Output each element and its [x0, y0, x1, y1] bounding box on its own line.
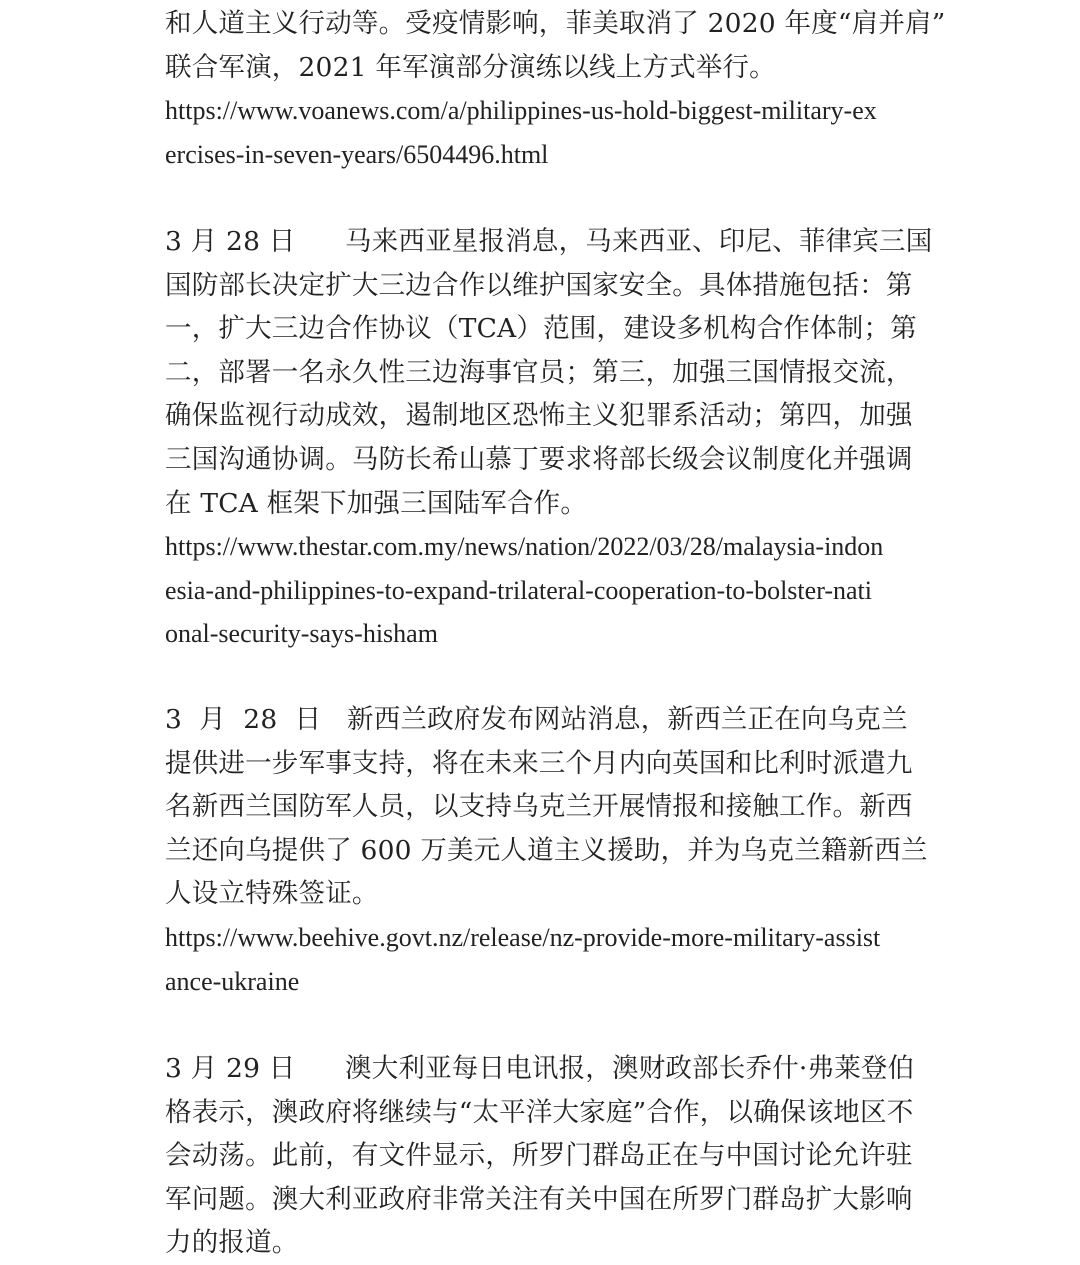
body-text-line: 名新西兰国防军人员，以支持乌克兰开展情报和接触工作。新西	[165, 791, 913, 823]
body-text-line: 三国沟通协调。马防长希山慕丁要求将部长级会议制度化并强调	[165, 443, 913, 475]
body-text-line: 在 TCA 框架下加强三国陆军合作。	[165, 487, 588, 519]
entry-first-line	[165, 220, 933, 264]
source-url-line[interactable]: ercises-in-seven-years/6504496.html	[165, 139, 549, 169]
body-text-line: 兰还向乌提供了 600 万美元人道主义援助，并为乌克兰籍新西兰	[165, 834, 928, 866]
body-text-line: 和人道主义行动等。受疫情影响，菲美取消了 2020 年度“肩并肩”	[165, 8, 946, 39]
body-text-line: 人设立特殊签证。	[165, 878, 379, 910]
entry-first-line	[165, 1047, 917, 1091]
source-url-line[interactable]: https://www.thestar.com.my/news/nation/2022/03/28/malaysia-indon	[165, 532, 884, 562]
source-url-line[interactable]: esia-and-philippines-to-expand-trilateral-cooperation-to-bolster-nati	[165, 575, 872, 605]
source-url-line[interactable]: https://www.beehive.govt.nz/release/nz-provide-more-military-assist	[165, 922, 881, 952]
entry-date: 3 月 28 日	[165, 704, 322, 735]
entry-first-line	[165, 698, 917, 742]
news-entry-malaysia	[165, 220, 933, 656]
source-url-line[interactable]: ance-ukraine	[165, 966, 300, 996]
source-url-line[interactable]: onal-security-says-hisham	[165, 619, 438, 649]
news-entry-new-zealand	[165, 698, 928, 1003]
body-text-line: 提供进一步军事支持，将在未来三个月内向英国和比利时派遣九	[165, 747, 913, 779]
body-text-line: 马来西亚星报消息，马来西亚、印尼、菲律宾三国	[345, 226, 933, 257]
body-text-line: 力的报道。	[165, 1227, 299, 1259]
body-text-line: 新西兰政府发布网站消息，新西兰正在向乌克兰	[347, 704, 908, 735]
body-text-line: 澳大利亚每日电讯报，澳财政部长乔什·弗莱登伯	[345, 1053, 915, 1084]
body-text-line: 二，部署一名永久性三边海事官员；第三，加强三国情报交流，	[165, 356, 913, 388]
entry-date: 3 月 28 日	[165, 226, 296, 257]
body-text-line: 国防部长决定扩大三边合作以维护国家安全。具体措施包括：第	[165, 269, 913, 301]
body-text-line: 联合军演，2021 年军演部分演练以线上方式举行。	[165, 51, 776, 83]
body-text-line: 会动荡。此前，有文件显示，所罗门群岛正在与中国讨论允许驻	[165, 1140, 913, 1172]
body-text-line: 格表示，澳政府将继续与“太平洋大家庭”合作，以确保该地区不	[165, 1096, 914, 1128]
body-text-line: 确保监视行动成效，遏制地区恐怖主义犯罪系活动；第四，加强	[165, 400, 913, 432]
news-entry-continued	[165, 2, 946, 176]
body-text-line: 军问题。澳大利亚政府非常关注有关中国在所罗门群岛扩大影响	[165, 1183, 913, 1215]
source-url-line[interactable]: https://www.voanews.com/a/philippines-us-hold-biggest-military-ex	[165, 96, 877, 126]
entry-date: 3 月 29 日	[165, 1053, 296, 1084]
news-entry-australia	[165, 1047, 917, 1265]
body-text-line: 一，扩大三边合作协议（TCA）范围，建设多机构合作体制；第	[165, 313, 917, 345]
